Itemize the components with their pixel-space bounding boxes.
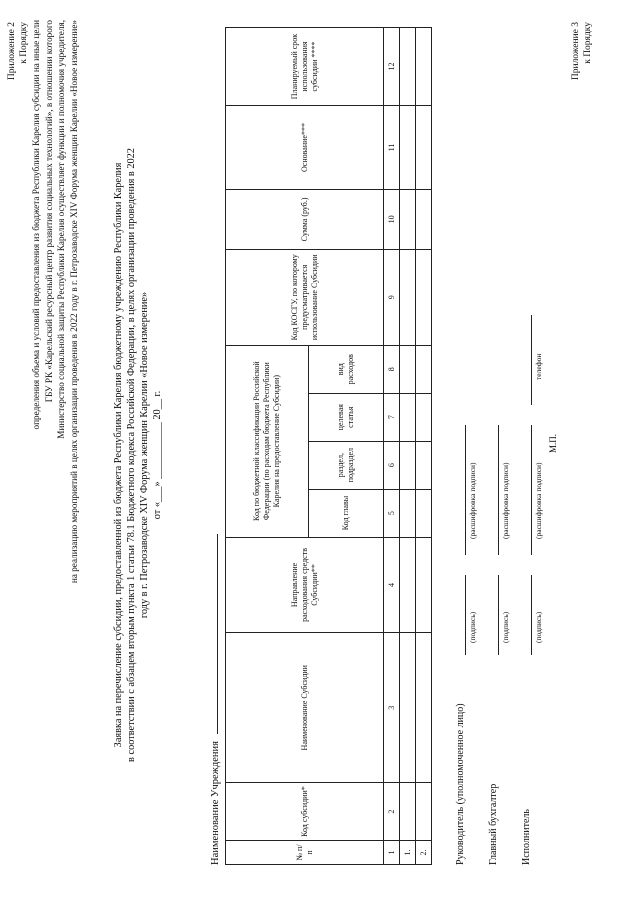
institution-name-line: [207, 534, 221, 865]
column-number: 7: [384, 393, 400, 441]
header-cell-sum: Сумма (руб.): [226, 189, 384, 249]
signature-row-head: [455, 165, 488, 865]
signature-line: [498, 575, 499, 655]
signature-decode-line: [531, 425, 532, 555]
table-cell: [400, 537, 416, 633]
header-cell-budget-code: Код по бюджетной классификации Российской Федерации (по расходам бюджета Республики Карелия на предоставление Субсидии): [226, 345, 309, 537]
signature-caption: (подпись): [501, 611, 510, 643]
signature-line: [531, 575, 532, 655]
title-date-line: от «___» ___________ 20__ г.: [152, 390, 163, 520]
header-line: Министерство социальной защиты Республики Карелия осуществляет функции и полномочия учредителя,: [56, 20, 67, 439]
table-cell: [400, 489, 416, 537]
header-cell-bk-razdel: раздел, подраздел: [309, 441, 384, 489]
signature-caption: (подпись): [468, 611, 477, 643]
column-number: 1: [384, 841, 400, 865]
column-number: 6: [384, 441, 400, 489]
table-cell: [400, 106, 416, 190]
order-header: [30, 20, 80, 865]
phone-line: [531, 315, 532, 405]
signature-label: Главный бухгалтер: [488, 783, 499, 865]
column-number: 5: [384, 489, 400, 537]
header-cell-num: № п/п: [226, 841, 384, 865]
table-cell: [416, 537, 432, 633]
header-cell-basis: Основание***: [226, 106, 384, 190]
header-line: ГБУ РК «Карельский ресурсный центр развития социальных технологий», в отношении которого: [43, 20, 54, 403]
signature-label: Руководитель (уполномоченное лицо): [455, 703, 466, 865]
header-cell-bk-vid: вид расходов: [309, 345, 384, 393]
signature-decode-line: [465, 425, 466, 555]
row-number: 2.: [416, 841, 432, 865]
column-number: 11: [384, 106, 400, 190]
table-cell: [416, 783, 432, 841]
title-line: году в г. Петрозаводске XIV Форума женщин Карелии «Новое измерение»: [139, 291, 150, 619]
header-cell-kosgu: Код КОСГУ, по которому предусматривается использование Субсидии: [226, 249, 384, 345]
column-number: 9: [384, 249, 400, 345]
document-title: [112, 65, 164, 845]
appendix-top: [6, 22, 30, 80]
appendix-bottom: [570, 22, 594, 80]
table-cell: [400, 28, 416, 106]
table-cell: [400, 345, 416, 393]
column-number: 2: [384, 783, 400, 841]
signature-decode-caption: (расшифровка подписи): [534, 462, 543, 539]
column-number: 4: [384, 537, 400, 633]
signature-decode-caption: (расшифровка подписи): [468, 462, 477, 539]
header-line: определения объема и условий предоставления из бюджета Республики Карелия субсидии на иные цели: [31, 20, 41, 430]
title-line: Заявка на перечисление субсидии, предоставленной из бюджета Республики Карелия бюджетному учреждению Республики Карелия: [113, 162, 124, 748]
table-cell: [416, 249, 432, 345]
header-cell-term: Планируемый срок использования субсидии ****: [226, 28, 384, 106]
signature-decode-line: [498, 425, 499, 555]
column-number: 12: [384, 28, 400, 106]
row-number: 1.: [400, 841, 416, 865]
header-cell-bk-glavy: Код главы: [309, 489, 384, 537]
table-cell: [416, 345, 432, 393]
signature-row-executor: [521, 165, 554, 865]
table-cell: [400, 393, 416, 441]
table-cell: [416, 28, 432, 106]
table-cell: [400, 441, 416, 489]
table-cell: [416, 189, 432, 249]
header-cell-bk-stat: целевая статья: [309, 393, 384, 441]
table-row: [400, 28, 416, 865]
phone-caption: телефон: [534, 353, 543, 380]
appendix-top-line1: Приложение 2: [7, 22, 17, 81]
header-cell-code: Код субсидии*: [226, 783, 384, 841]
table-cell: [400, 189, 416, 249]
signature-caption: (подпись): [534, 611, 543, 643]
table-cell: [416, 393, 432, 441]
table-cell: [416, 106, 432, 190]
institution-name-label: Наименование Учреждения: [210, 741, 221, 865]
appendix-bottom-line1: Приложение 3: [571, 22, 581, 81]
table-cell: [400, 783, 416, 841]
header-cell-name: Наименование Субсидии: [226, 633, 384, 783]
signature-block: [455, 165, 554, 865]
header-line: на реализацию мероприятий в целях организации проведения в 2022 году в г. Петрозаводске XIV Форума женщин Карелии «Новое измерение»: [68, 20, 79, 584]
table-cell: [416, 441, 432, 489]
appendix-bottom-line2: к Порядку: [583, 22, 593, 64]
request-table: [225, 27, 432, 865]
table-cell: [400, 249, 416, 345]
appendix-top-line2: к Порядку: [19, 22, 29, 64]
seal-place-label: М.П.: [548, 433, 558, 453]
signature-line: [465, 575, 466, 655]
column-number-row: [384, 28, 400, 865]
header-cell-direction: Направление расходования средств Субсидии**: [226, 537, 384, 633]
institution-name-field: [207, 534, 218, 734]
signature-decode-caption: (расшифровка подписи): [501, 462, 510, 539]
column-number: 3: [384, 633, 400, 783]
table-cell: [400, 633, 416, 783]
table-cell: [416, 489, 432, 537]
title-line: в соответствии с абзацем вторым пункта 1 статьи 78.1 Бюджетного кодекса Российской Федерации, в целях организации проведения в 2022: [126, 148, 137, 762]
signature-row-accountant: [488, 165, 521, 865]
signature-label: Исполнитель: [521, 809, 532, 865]
table-row: [416, 28, 432, 865]
column-number: 8: [384, 345, 400, 393]
column-number: 10: [384, 189, 400, 249]
table-cell: [416, 633, 432, 783]
